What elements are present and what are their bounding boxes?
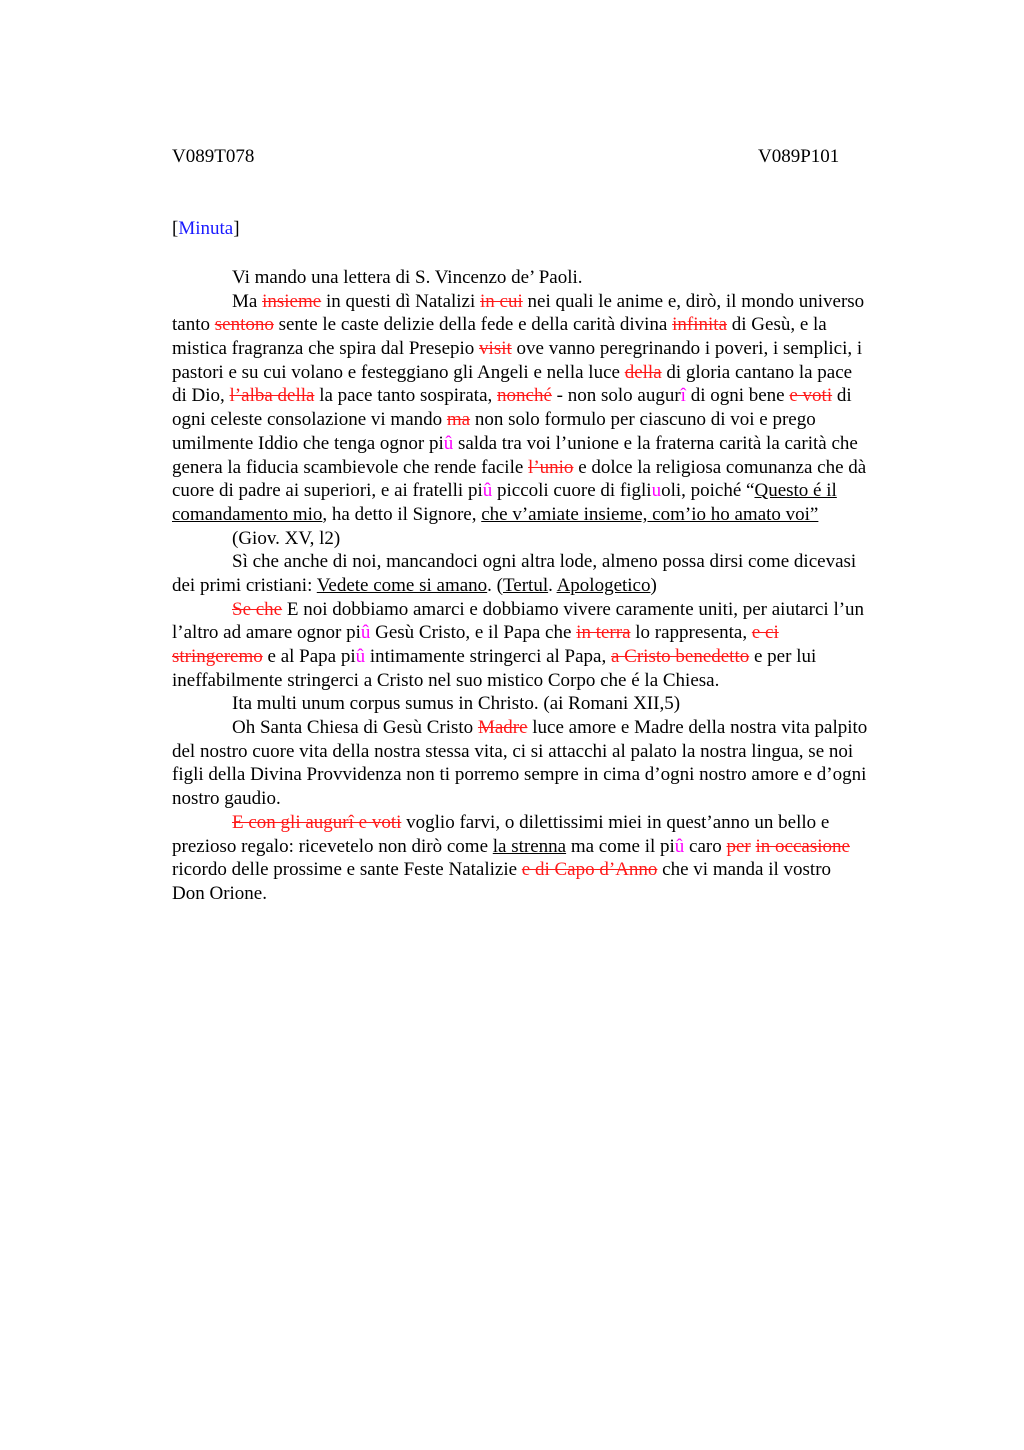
text-line	[172, 503, 932, 527]
text-line	[172, 550, 932, 574]
text-line	[172, 527, 932, 551]
text-line	[172, 313, 932, 337]
text-segment: nostro gaudio.	[172, 788, 281, 810]
deleted-text: Madre	[477, 717, 528, 739]
text-segment: e al Papa pi	[262, 646, 356, 667]
text-segment: intimamente stringerci al Papa,	[365, 646, 611, 667]
text-line	[172, 669, 932, 693]
text-segment: dei primi cristiani:	[172, 574, 317, 596]
text-segment: Oh Santa Chiesa di Gesù Cristo	[232, 717, 478, 739]
deleted-text: per	[726, 835, 751, 857]
deleted-text: in cui	[480, 290, 523, 312]
text-segment: ineffabilmente stringerci a Cristo nel suo mistico Corpo che é la Chiesa.	[172, 669, 720, 691]
text-segment: lo rappresenta,	[630, 622, 752, 644]
deleted-text: sentono	[214, 314, 274, 336]
text-segment: luce amore e Madre della nostra vita palpito	[527, 717, 868, 739]
text-segment: Vi mando una lettera di S. Vincenzo de’ Paoli.	[232, 267, 583, 288]
text-segment: umilmente Iddio che tenga ognor pi	[172, 432, 444, 454]
deleted-text: e di Capo d’Anno	[521, 859, 658, 881]
bracket-close: ]	[233, 218, 240, 239]
text-line	[172, 266, 932, 290]
text-segment: , ha detto il Signore,	[322, 503, 482, 525]
deleted-text: Se che	[232, 598, 283, 620]
text-segment: pastori e su cui volano e festeggiano gli Angeli e nella luce	[172, 361, 625, 383]
text-segment: ma come il pi	[566, 835, 675, 857]
inserted-char: û	[355, 646, 366, 667]
text-line	[172, 740, 932, 764]
text-line	[172, 716, 932, 740]
text-segment: Gesù Cristo, e il Papa che	[370, 622, 577, 644]
underlined-text: che v’amiate insieme, com’io ho amato voi”	[481, 503, 819, 525]
document-code-right: V089P101	[758, 146, 840, 167]
deleted-text: stringeremo	[172, 646, 263, 667]
text-line	[172, 645, 932, 669]
deleted-text: l’alba della	[229, 385, 315, 407]
inserted-char: û	[360, 622, 371, 644]
text-segment: Ma	[232, 290, 263, 312]
inserted-char: î	[680, 385, 686, 407]
deleted-text: visit	[479, 338, 512, 360]
text-segment: ove vanno peregrinando i poveri, i semplici, i	[511, 338, 863, 360]
inserted-char: û	[482, 480, 493, 502]
text-segment: del nostro cuore vita della nostra stessa vita, ci si attacchi al palato la nostra lingua, se noi	[172, 740, 854, 762]
text-segment: ricordo delle prossime e sante Feste Natalizie	[172, 859, 522, 881]
text-segment: ogni celeste consolazione vi mando	[172, 409, 447, 431]
text-line	[172, 835, 932, 859]
deleted-text: infinita	[672, 314, 728, 336]
letter-body	[172, 266, 932, 906]
underlined-text: Questo é il	[754, 480, 837, 502]
text-segment: Ita multi unum corpus sumus in Christo. (ai Romani XII,5)	[232, 693, 681, 715]
text-line	[172, 692, 932, 716]
deleted-text: ma	[446, 409, 471, 431]
inserted-char: u	[651, 480, 662, 502]
text-line	[172, 384, 932, 408]
text-line	[172, 858, 932, 882]
text-line	[172, 337, 932, 361]
deleted-text: E con gli augurî e voti	[232, 811, 402, 833]
text-line	[172, 621, 932, 645]
deleted-text: e voti	[789, 385, 833, 407]
text-line	[172, 811, 932, 835]
underlined-text: Apologetico	[556, 574, 651, 596]
text-segment: genera la fiducia scambievole che rende facile	[172, 456, 529, 478]
text-line	[172, 432, 932, 456]
minuta-label	[172, 218, 240, 240]
text-segment: di Dio,	[172, 385, 230, 407]
underlined-text: comandamento mio	[172, 503, 323, 525]
text-segment: nei quali le anime e, dirò, il mondo universo	[522, 290, 865, 312]
underlined-text: Vedete come si amano	[316, 574, 488, 596]
text-line	[172, 787, 932, 811]
inserted-char: û	[443, 432, 454, 454]
inserted-char: û	[674, 835, 685, 857]
text-line	[172, 882, 932, 906]
text-segment: la pace tanto sospirata,	[314, 385, 498, 407]
text-segment: salda tra voi l’unione e la fraterna carità la carità che	[453, 432, 858, 454]
text-segment: Sì che anche di noi, mancandoci ogni altra lode, almeno possa dirsi come dicevasi	[232, 551, 857, 573]
text-segment: che vi manda il vostro	[657, 859, 832, 881]
text-segment: cuore di padre ai superiori, e ai fratelli pi	[172, 480, 483, 502]
text-segment: mistica fragranza che spira dal Presepio	[172, 338, 480, 360]
text-line	[172, 479, 932, 503]
deleted-text: nonché	[497, 385, 552, 407]
text-segment: .	[548, 574, 557, 596]
text-segment: prezioso regalo: ricevetelo non dirò come	[172, 835, 493, 857]
text-segment: piccoli cuore di figli	[492, 480, 652, 502]
text-line	[172, 408, 932, 432]
text-line	[172, 456, 932, 480]
text-segment: oli, poiché “	[661, 480, 755, 502]
text-segment: voglio farvi, o dilettissimi miei in quest’anno un bello e	[401, 811, 830, 833]
deleted-text: insieme	[262, 290, 322, 312]
text-segment: sente le caste delizie della fede e della carità divina	[273, 314, 673, 336]
underlined-text: la strenna	[492, 835, 567, 857]
deleted-text: in terra	[576, 622, 631, 644]
text-segment: e per lui	[749, 646, 817, 667]
text-segment: di gloria cantano la pace	[661, 361, 853, 383]
text-segment: l’altro ad amare ognor pi	[172, 622, 361, 644]
text-segment: di Gesù, e la	[727, 314, 827, 336]
text-segment: caro	[684, 835, 727, 857]
text-line	[172, 574, 932, 598]
underlined-text: Tertul	[503, 574, 549, 596]
text-segment: in questi dì Natalizi	[321, 290, 481, 312]
text-line	[172, 290, 932, 314]
text-segment: Don Orione.	[172, 882, 267, 904]
text-segment: e dolce la religiosa comunanza che dà	[573, 456, 867, 478]
text-segment: (Giov. XV, l2)	[232, 527, 341, 549]
deleted-text: a Cristo benedetto	[611, 646, 750, 667]
text-segment: E noi dobbiamo amarci e dobbiamo vivere caramente uniti, per aiutarci l’un	[282, 598, 865, 620]
text-segment: di	[832, 385, 852, 407]
deleted-text: della	[624, 361, 662, 383]
text-line	[172, 361, 932, 385]
deleted-text: l’unio	[528, 456, 574, 478]
text-line	[172, 598, 932, 622]
text-segment: non solo formulo per ciascuno di voi e prego	[470, 409, 816, 431]
bracket-open: [	[172, 218, 179, 239]
text-segment: . (	[487, 574, 503, 596]
text-segment: di ogni bene	[685, 385, 790, 407]
text-segment: - non solo augur	[551, 385, 681, 407]
minuta-text: Minuta	[178, 218, 234, 239]
text-segment: tanto	[172, 314, 215, 336]
deleted-text: in occasione	[755, 835, 850, 857]
text-segment: )	[650, 574, 657, 596]
document-code-left: V089T078	[172, 146, 255, 167]
deleted-text: e ci	[751, 622, 779, 644]
text-line	[172, 763, 932, 787]
text-segment: figli della Divina Provvidenza non ti porremo sempre in cima d’ogni nostro amore e d’ogni	[172, 764, 867, 786]
